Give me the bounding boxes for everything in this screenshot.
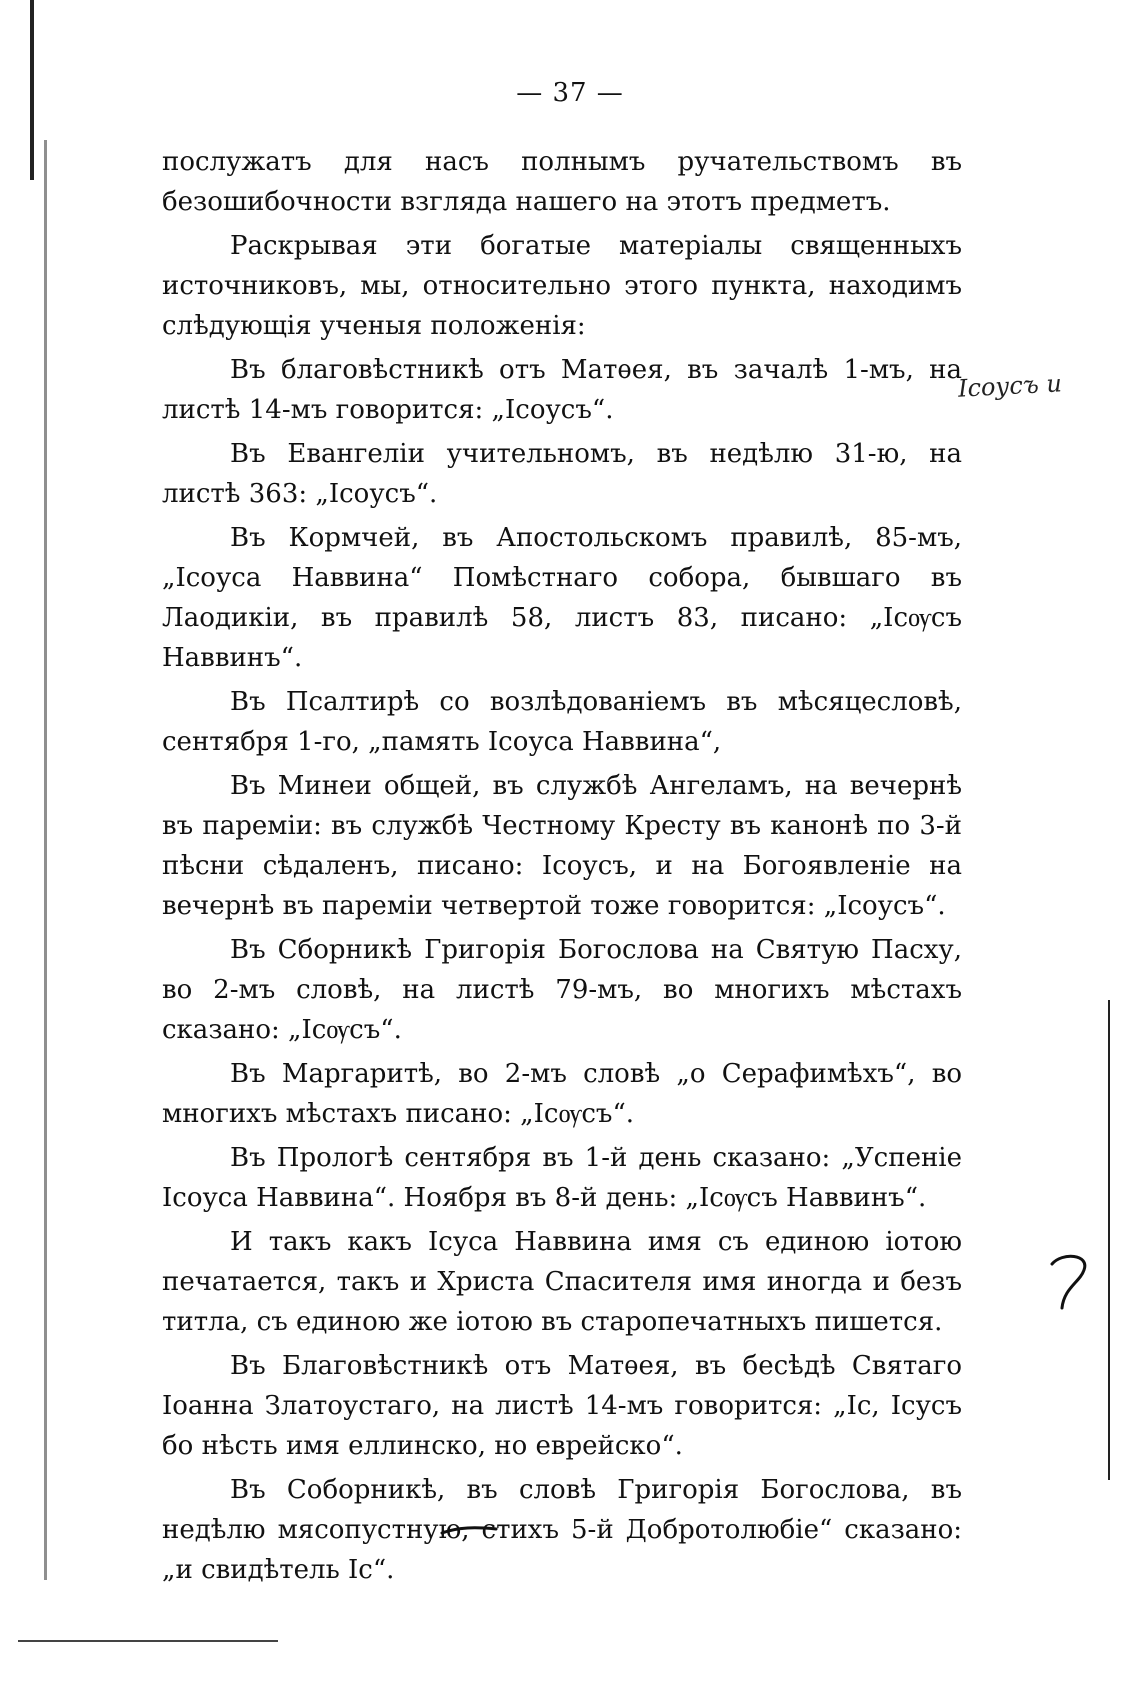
handwritten-margin-note: Ісоусъ и bbox=[957, 369, 1063, 403]
handwritten-underline bbox=[440, 1522, 500, 1541]
body-text bbox=[162, 142, 962, 1590]
scan-edge-left-shadow bbox=[44, 140, 47, 1580]
scan-edge-bottom bbox=[18, 1640, 278, 1642]
underline-stroke-icon bbox=[440, 1523, 500, 1537]
handwritten-question-mark bbox=[1040, 1250, 1100, 1324]
scan-edge-right bbox=[1108, 1000, 1110, 1480]
paragraph-12: Въ Благовѣстникѣ отъ Матѳея, въ бесѣдѣ Святаго Іоанна Златоустаго, на листѣ 14-мъ говорится: „Іс, Ісусъ бо нѣсть имя еллинско, но еврейско“. bbox=[162, 1351, 962, 1461]
paragraph-4: Въ Евангеліи учительномъ, въ недѣлю 31-ю, на листѣ 363: „Ісоусъ“. bbox=[162, 439, 962, 509]
paragraph-9: Въ Маргаритѣ, во 2-мъ словѣ „о Серафимѣхъ“, во многихъ мѣстахъ писано: „Ісѹсъ“. bbox=[162, 1059, 962, 1129]
page-number: — 37 — bbox=[516, 78, 624, 108]
paragraph-2: Раскрывая эти богатые матеріалы священныхъ источниковъ, мы, относительно этого пункта, находимъ слѣдующія ученыя положенія: bbox=[162, 231, 962, 341]
paragraph-13: Въ Соборникѣ, въ словѣ Григорія Богослова, въ недѣлю мясопустную, стихъ 5-й Добротолюбіе“ сказано: „и свидѣтель Іс“. bbox=[162, 1475, 962, 1585]
paragraph-5: Въ Кормчей, въ Апостольскомъ правилѣ, 85-мъ, „Ісоуса Наввина“ Помѣстнаго собора, бывшаго въ Лаодикіи, въ правилѣ 58, листъ 83, писано: „Ісѹсъ Наввинъ“. bbox=[162, 523, 962, 673]
paragraph-6: Въ Псалтирѣ со возлѣдованіемъ въ мѣсяцесловѣ, сентября 1-го, „память Ісоуса Наввина“, bbox=[162, 687, 962, 757]
paragraph-7: Въ Минеи общей, въ службѣ Ангеламъ, на вечернѣ въ пареміи: въ службѣ Честному Кресту въ канонѣ по 3-й пѣсни сѣдаленъ, писано: Ісоусъ, и на Богоявленіе на вечернѣ въ пареміи четвертой тоже говорится: „Ісоусъ“. bbox=[162, 771, 962, 921]
paragraph-3: Въ благовѣстникѣ отъ Матѳея, въ зачалѣ 1-мъ, на листѣ 14-мъ говорится: „Ісоусъ“. bbox=[162, 355, 962, 425]
paragraph-8: Въ Сборникѣ Григорія Богослова на Святую Пасху, во 2-мъ словѣ, на листѣ 79-мъ, во многихъ мѣстахъ сказано: „Ісѹсъ“. bbox=[162, 935, 962, 1045]
paragraph-1: послужатъ для насъ полнымъ ручательствомъ въ безошибочности взгляда нашего на этотъ предметъ. bbox=[162, 147, 962, 217]
paragraph-11: И такъ какъ Ісуса Наввина имя съ единою іотою печатается, такъ и Христа Спасителя имя иногда и безъ титла, съ единою же іотою въ старопечатныхъ пишется. bbox=[162, 1227, 962, 1337]
paragraph-10: Въ Прологѣ сентября въ 1-й день сказано: „Успеніе Ісоуса Наввина“. Ноября въ 8-й день: „Ісѹсъ Наввинъ“. bbox=[162, 1143, 962, 1213]
question-mark-icon bbox=[1040, 1250, 1100, 1320]
